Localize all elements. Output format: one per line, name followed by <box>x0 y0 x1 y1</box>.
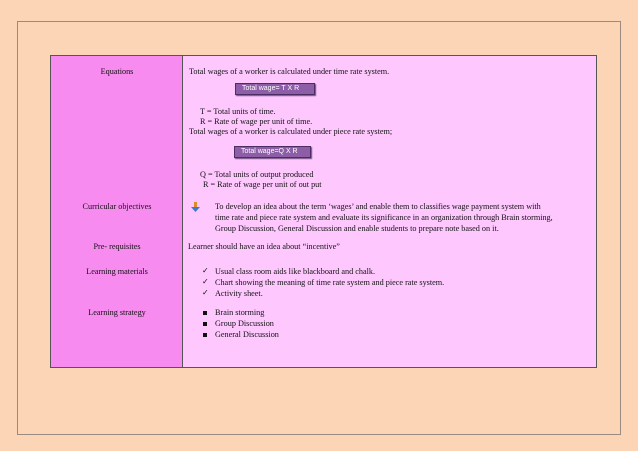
definition-r: R = Rate of wage per unit of time. <box>200 117 313 126</box>
definition-q: Q = Total units of output produced <box>200 170 314 179</box>
objective-line-1: To develop an idea about the term ‘wages’ and enable them to classifies wage payment system with <box>215 202 541 211</box>
down-arrow-icon <box>191 202 200 212</box>
label-materials: Learning materials <box>86 267 148 276</box>
formula-box-time: Total wage= T X R <box>235 83 315 95</box>
label-strategy: Learning strategy <box>88 308 146 317</box>
label-equations: Equations <box>100 67 134 76</box>
material-item: Chart showing the meaning of time rate system and piece rate system. <box>215 278 445 287</box>
prerequisite-text: Learner should have an idea about “incentive” <box>188 242 340 251</box>
formula-box-piece: Total wage=Q X R <box>234 146 311 158</box>
label-column <box>51 56 183 367</box>
equation-intro-time: Total wages of a worker is calculated under time rate system. <box>189 67 390 76</box>
check-icon: ✓ <box>202 288 209 297</box>
strategy-item: General Discussion <box>215 330 279 339</box>
check-icon: ✓ <box>202 277 209 286</box>
strategy-item: Brain storming <box>215 308 265 317</box>
objective-line-2: time rate and piece rate system and evaluate its significance in an organization through Brain storming, <box>215 213 553 222</box>
definition-t: T = Total units of time. <box>200 107 276 116</box>
lesson-table <box>50 55 597 368</box>
square-bullet-icon <box>203 322 207 326</box>
strategy-item: Group Discussion <box>215 319 274 328</box>
objective-line-3: Group Discussion, General Discussion and enable students to prepare note based on it. <box>215 224 499 233</box>
square-bullet-icon <box>203 311 207 315</box>
definition-r2: R = Rate of wage per unit of out put <box>203 180 322 189</box>
check-icon: ✓ <box>202 266 209 275</box>
square-bullet-icon <box>203 333 207 337</box>
material-item: Activity sheet. <box>215 289 263 298</box>
material-item: Usual class room aids like blackboard and chalk. <box>215 267 376 276</box>
label-prerequisites: Pre- requisites <box>93 242 141 251</box>
label-objectives: Curricular objectives <box>82 202 152 211</box>
equation-intro-piece: Total wages of a worker is calculated under piece rate system; <box>189 127 393 136</box>
